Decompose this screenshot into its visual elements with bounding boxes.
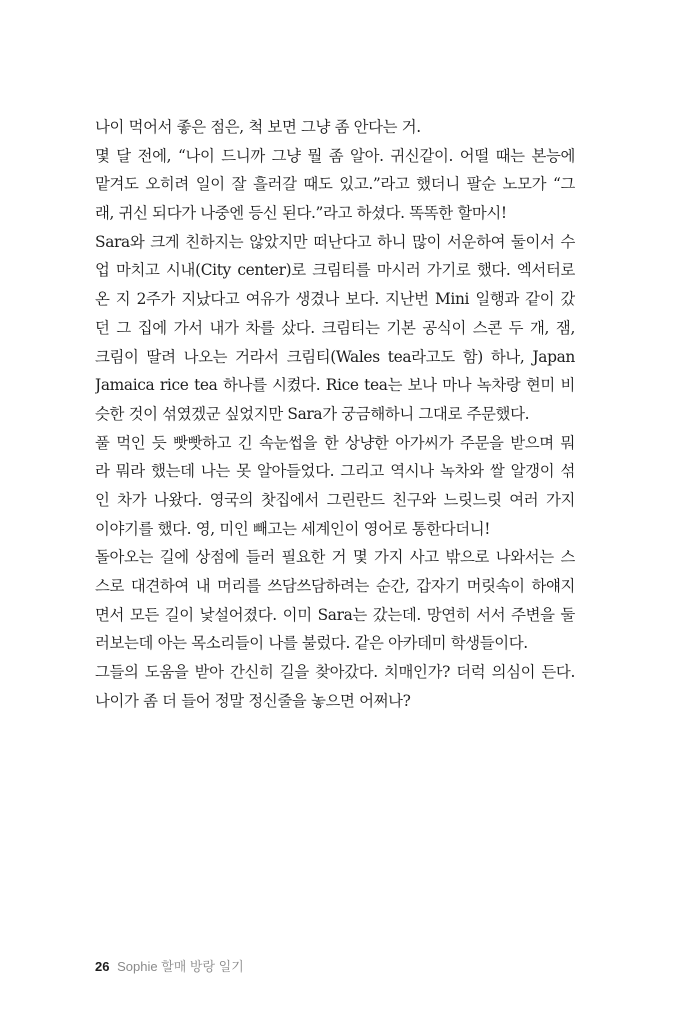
text-line: 온 지 2주가 지났다고 여유가 생겼나 보다. 지난번 Mini 일행과 같이 갔 bbox=[95, 290, 575, 309]
page-number: 26 bbox=[95, 959, 110, 974]
text-line: 그들의 도움을 받아 간신히 길을 찾아갔다. 치매인가? 더럭 의심이 든다. bbox=[95, 663, 575, 682]
text-line: 이야기를 했다. 영, 미인 빼고는 세계인이 영어로 통한다더니! bbox=[95, 519, 491, 538]
text-line: 업 마치고 시내(City center)로 크림티를 마시러 가기로 했다. 엑서터로 bbox=[95, 261, 575, 280]
page-footer bbox=[95, 956, 244, 975]
text-line: 나이가 좀 더 들어 정말 정신줄을 놓으면 어쩌나? bbox=[95, 691, 411, 710]
text-line: 나이 먹어서 좋은 점은, 척 보면 그냥 좀 안다는 거. bbox=[95, 118, 421, 136]
text-line: 스로 대견하여 내 머리를 쓰담쓰담하려는 순간, 갑자기 머릿속이 하얘지 bbox=[95, 577, 575, 595]
text-line: 슷한 것이 섞였겠군 싶었지만 Sara가 궁금해하니 그대로 주문했다. bbox=[95, 404, 530, 423]
text-line: 라 뭐라 했는데 나는 못 알아들었다. 그리고 역시나 녹차와 쌀 알갱이 섞 bbox=[95, 462, 575, 481]
running-title: Sophie 할매 방랑 일기 bbox=[117, 959, 244, 974]
text-line: 러보는데 아는 목소리들이 나를 불렀다. 같은 아카데미 학생들이다. bbox=[95, 634, 528, 653]
text-line: 던 그 집에 가서 내가 차를 샀다. 크림티는 기본 공식이 스콘 두 개, 잼, bbox=[95, 318, 575, 337]
text-line: 인 차가 나왔다. 영국의 찻집에서 그린란드 친구와 느릿느릿 여러 가지 bbox=[95, 490, 575, 509]
text-line: Jamaica rice tea 하나를 시켰다. Rice tea는 보나 마나 녹차랑 현미 비 bbox=[95, 376, 575, 395]
text-line: 돌아오는 길에 상점에 들러 필요한 거 몇 가지 사고 밖으로 나와서는 스 bbox=[95, 548, 575, 567]
text-line: 풀 먹인 듯 빳빳하고 긴 속눈썹을 한 상냥한 아가씨가 주문을 받으며 뭐 bbox=[95, 433, 575, 452]
body-text bbox=[95, 113, 575, 715]
text-line: 래, 귀신 되다가 나중엔 등신 된다.”라고 하셨다. 똑똑한 할마시! bbox=[95, 204, 507, 223]
text-line: 맡겨도 오히려 일이 잘 흘러갈 때도 있고.”라고 했더니 팔순 노모가 “그 bbox=[95, 175, 575, 194]
text-line: 몇 달 전에, “나이 드니까 그냥 뭘 좀 알아. 귀신같이. 어떨 때는 본능에 bbox=[95, 146, 575, 165]
text-line: 면서 모든 길이 낯설어졌다. 이미 Sara는 갔는데. 망연히 서서 주변을 둘 bbox=[95, 605, 575, 624]
text-line: 크림이 딸려 나오는 거라서 크림티(Wales tea라고도 함) 하나, Japan bbox=[95, 347, 575, 366]
text-line: Sara와 크게 친하지는 않았지만 떠난다고 하니 많이 서운하여 둘이서 수 bbox=[95, 232, 575, 251]
